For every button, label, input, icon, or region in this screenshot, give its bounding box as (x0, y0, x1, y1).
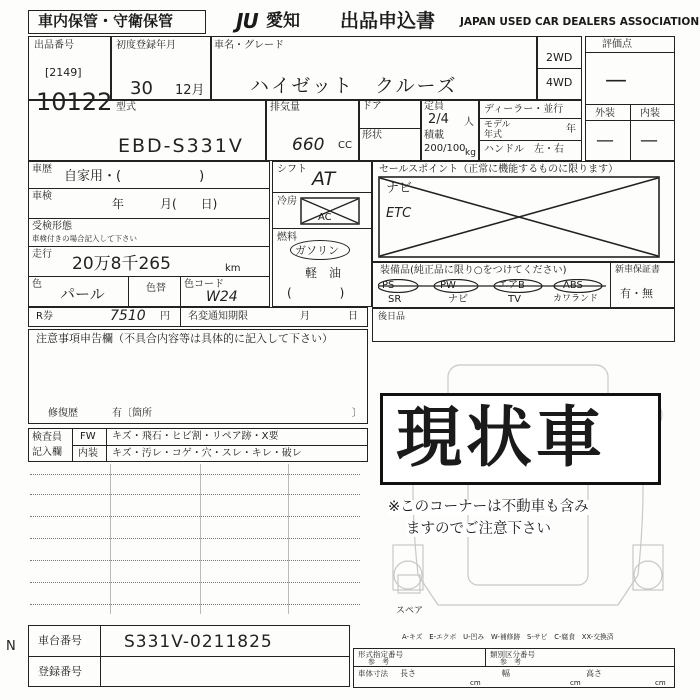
equipment-row-1 (378, 279, 608, 293)
model-year-label-2: 年式 (484, 130, 503, 140)
model-value: EBD-S331V (118, 135, 244, 157)
reg-label: 登録番号 (38, 665, 82, 678)
selling-points-label: セールスポイント（正常に機能するものに限ります） (379, 164, 619, 175)
color-code-value: W24 (206, 289, 238, 305)
handle-label: ハンドル 左・右 (484, 144, 564, 155)
color-label: 色 (32, 279, 42, 290)
fuel-gasoline: ガソリン (295, 244, 339, 257)
exterior-label: 外装 (595, 108, 615, 119)
selling-points-crossed-box (378, 176, 660, 258)
displacement-unit: CC (338, 140, 352, 151)
car-name: ハイゼット クルーズ (250, 75, 458, 97)
receive-label: 受検形態 (32, 221, 72, 232)
notes-label: 注意事項申告欄（不具合内容等は具体的に記入して下さい） (36, 332, 333, 345)
warranty-label: 新車保証書 (615, 265, 661, 275)
stamp-note-2: ますのでご注意下さい (406, 521, 551, 537)
model-year-suffix: 年 (566, 124, 576, 135)
recycle-value: 7510 (110, 308, 146, 324)
receive-note: 車検付きの場合記入して下さい (32, 234, 137, 243)
first-reg-year: 30 (130, 78, 153, 99)
logo-region: 愛知 (266, 11, 300, 31)
history-label: 車歴 (32, 164, 52, 175)
ac-label: 冷房 (277, 196, 297, 207)
cm-1: cm (470, 679, 481, 687)
spare-label: スペア (396, 606, 424, 616)
model-label: 型式 (116, 102, 136, 113)
association-name: JAPAN USED CAR DEALERS ASSOCIATION (460, 16, 700, 28)
selling-point-2: ETC (386, 206, 412, 221)
capacity-value: 2/4 (428, 112, 449, 127)
fuel-diesel: 軽 油 (305, 266, 342, 280)
equip-karaoke: カワランド (553, 294, 599, 304)
stamp-note-1: ※このコーナーは不動車も含み (388, 499, 589, 515)
margin-mark: N (6, 639, 16, 654)
car-name-label: 車名・グレード (214, 40, 284, 51)
equip-sr: SR (388, 294, 402, 305)
chassis-number: S331V-0211825 (124, 632, 273, 652)
repair-value: 有〔箇所 (112, 408, 152, 419)
drive-4wd: 4WD (546, 76, 573, 89)
form-title: 出品申込書 (340, 10, 436, 32)
interior-value: — (640, 130, 658, 151)
first-reg-label: 初度登録年月 (116, 40, 176, 51)
lot-number: 10122 (36, 88, 113, 116)
inspector-fw-label: FW (80, 431, 96, 442)
lot-label: 出品番号 (34, 40, 74, 51)
width-label: 幅 (502, 669, 510, 678)
height-label: 高さ (586, 669, 602, 678)
first-reg-month: 12月 (175, 83, 205, 98)
color-value: パール (60, 285, 105, 303)
damage-legend: A-キズ E-エクボ U-凹み W-補修跡 S-サビ C-腐食 XX-交換済 (402, 633, 614, 641)
inspector-label-2: 記入欄 (32, 447, 62, 458)
designation-label: 形式指定番号 (358, 650, 403, 659)
classification-ref: 参 考 (500, 658, 521, 666)
equip-pw: PW (440, 280, 456, 291)
cm-2: cm (570, 679, 581, 687)
inspector-interior-text: キズ・汚レ・コゲ・穴・スレ・キレ・破レ (112, 448, 302, 459)
rating-value: — (605, 68, 627, 93)
equip-navi: ナビ (448, 294, 468, 305)
inspector-interior-label: 内装 (78, 448, 98, 459)
repair-label: 修復歴 (48, 408, 78, 419)
exterior-value: — (596, 130, 614, 151)
car-diagram (378, 345, 678, 630)
mileage-value: 20万8千265 (72, 254, 171, 274)
model-year-label-1: モデル (484, 120, 511, 130)
color-swap-label: 色替 (146, 283, 166, 294)
size-label: 車体寸法 (358, 669, 388, 678)
repair-close-bracket: 〕 (352, 408, 362, 419)
shift-value: AT (312, 168, 336, 190)
inspector-label-1: 検査員 (32, 432, 62, 443)
after-items-label: 後日品 (378, 312, 406, 322)
color-code-label: 色コード (184, 279, 224, 290)
dealer-label: ディーラー・並行 (484, 104, 564, 115)
inspection-label: 車検 (32, 191, 52, 202)
displacement-label: 排気量 (270, 102, 300, 113)
history-value: 自家用・( ) (64, 169, 205, 184)
mileage-label: 走行 (32, 249, 52, 260)
ac-value: AC (318, 212, 332, 223)
load-value: 200/100 (424, 143, 466, 154)
shift-label: シフト (277, 164, 307, 175)
classification-label: 類別区分番号 (490, 650, 535, 659)
length-label: 長さ (400, 669, 416, 678)
equip-ps: PS (382, 280, 395, 291)
recycle-label: R券 (36, 311, 53, 322)
storage-label: 車内保管・守衛保管 (38, 12, 174, 30)
selling-point-1: ナビ (386, 181, 413, 196)
inspector-fw-text: キズ・飛石・ヒビ割・リペア跡・X要 (112, 431, 279, 442)
ju-logo: JU (236, 9, 258, 33)
inspection-value: 年 月( 日) (112, 197, 218, 211)
drive-2wd: 2WD (546, 51, 573, 64)
recycle-unit: 円 (160, 311, 170, 322)
equip-tv: TV (508, 294, 521, 305)
capacity-unit: 人 (464, 117, 474, 128)
fuel-label: 燃料 (277, 232, 297, 243)
designation-ref: 参 考 (368, 658, 389, 666)
capacity-label: 定員 (424, 101, 444, 112)
door-label: ドア (362, 101, 382, 112)
name-change-label: 名変通知期限 (188, 311, 248, 322)
load-unit: kg (465, 148, 476, 158)
equipment-label: 装備品(純正品に限り○をつけてください) (380, 265, 567, 276)
lot-sub-number: [2149] (45, 66, 82, 79)
load-label: 積載 (424, 130, 444, 141)
as-is-stamp-text: 現状車 (396, 399, 606, 476)
equipment-row-2 (378, 294, 608, 306)
fuel-circle (290, 240, 350, 260)
interior-label: 内装 (640, 108, 660, 119)
cm-3: cm (655, 679, 666, 687)
rating-label: 評価点 (602, 39, 632, 50)
name-change-day: 日 (348, 311, 358, 322)
chassis-label: 車台番号 (38, 634, 82, 647)
equip-airbag: エアB (498, 280, 525, 291)
equip-abs: ABS (563, 280, 583, 291)
warranty-value: 有・無 (620, 287, 653, 300)
mileage-unit: km (225, 263, 241, 274)
name-change-month: 月 (300, 311, 310, 322)
fuel-paren: ( ) (287, 286, 345, 300)
displacement-value: 660 (292, 135, 325, 155)
shape-label: 形状 (362, 130, 382, 141)
after-items-block (372, 308, 675, 342)
